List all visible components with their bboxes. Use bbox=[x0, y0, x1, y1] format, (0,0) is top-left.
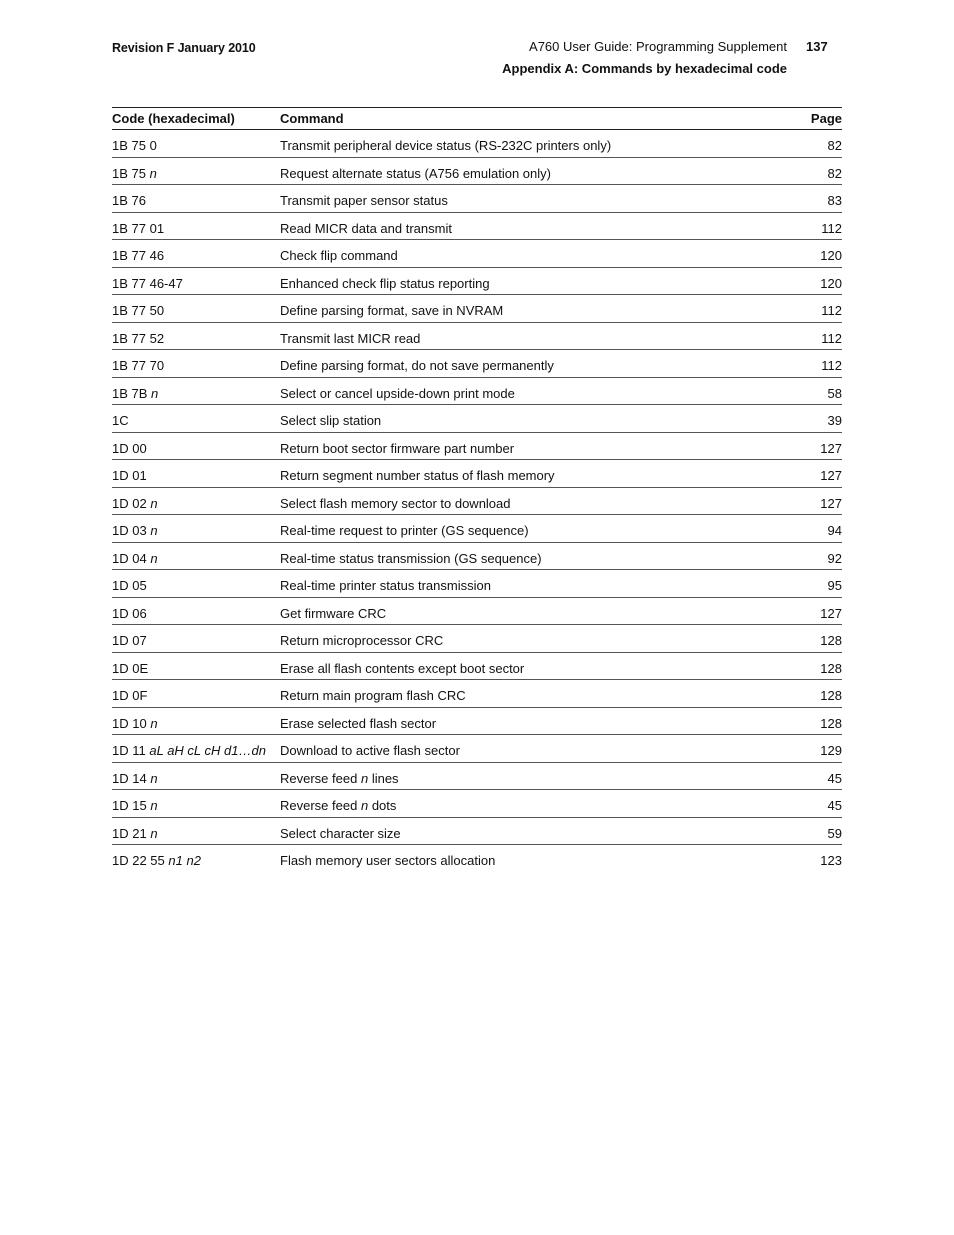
command-cell: Real-time request to printer (GS sequence) bbox=[280, 523, 529, 538]
code-value: 1C bbox=[112, 413, 129, 428]
code-parameter: n bbox=[150, 770, 158, 786]
table-row bbox=[112, 240, 842, 268]
page-cell: 128 bbox=[820, 688, 842, 703]
code-value: 1D 00 bbox=[112, 440, 147, 456]
command-text: Reverse feed bbox=[280, 798, 358, 813]
table-row bbox=[112, 158, 842, 186]
column-header-command: Command bbox=[280, 111, 344, 126]
code-value: 1B 77 52 bbox=[112, 330, 165, 346]
command-cell: Return main program flash CRC bbox=[280, 688, 466, 703]
command-cell: Transmit peripheral device status (RS-232C printers only) bbox=[280, 138, 612, 153]
code-value: 1D 07 bbox=[112, 633, 147, 648]
column-header-page: Page bbox=[810, 111, 842, 126]
page-cell: 120 bbox=[820, 248, 842, 263]
page-cell: 39 bbox=[827, 413, 842, 428]
table-row bbox=[112, 790, 842, 818]
code-value: 1B 75 bbox=[112, 165, 146, 181]
table-row bbox=[112, 488, 842, 516]
command-cell: Request alternate status (A756 emulation only) bbox=[280, 165, 551, 181]
table-row bbox=[112, 213, 842, 241]
code-parameter: n bbox=[150, 523, 158, 538]
table-row bbox=[112, 625, 842, 653]
page-cell: 128 bbox=[820, 633, 842, 648]
code-cell bbox=[112, 358, 164, 373]
code-cell bbox=[112, 633, 147, 648]
command-cell: Select character size bbox=[280, 825, 401, 841]
table-row bbox=[112, 405, 842, 433]
table-row bbox=[112, 295, 842, 323]
command-cell: Transmit last MICR read bbox=[280, 330, 421, 346]
table-row bbox=[112, 460, 842, 488]
table-row bbox=[112, 268, 842, 296]
code-parameter: n1 n2 bbox=[168, 853, 201, 868]
page-cell: 127 bbox=[820, 468, 842, 483]
code-cell bbox=[112, 193, 146, 208]
command-cell: Download to active flash sector bbox=[280, 743, 460, 758]
page-cell: 127 bbox=[820, 605, 842, 621]
command-cell: Erase selected flash sector bbox=[280, 715, 437, 731]
command-cell: Real-time status transmission (GS sequence) bbox=[280, 550, 542, 566]
code-cell bbox=[112, 853, 201, 868]
code-cell bbox=[112, 166, 157, 181]
table-row bbox=[112, 185, 842, 213]
code-cell bbox=[112, 303, 164, 318]
code-value: 1D 14 bbox=[112, 770, 147, 786]
command-cell: Define parsing format, save in NVRAM bbox=[280, 303, 504, 318]
command-cell bbox=[280, 798, 396, 813]
code-value: 1D 0F bbox=[112, 688, 148, 703]
code-cell bbox=[112, 331, 164, 346]
code-cell bbox=[112, 221, 164, 236]
command-cell: Return microprocessor CRC bbox=[280, 633, 444, 648]
page-cell: 45 bbox=[827, 798, 842, 813]
code-parameter: n bbox=[150, 798, 158, 813]
table-row bbox=[112, 570, 842, 598]
code-value: 1D 03 bbox=[112, 523, 147, 538]
table-row bbox=[112, 515, 842, 543]
code-cell bbox=[112, 413, 129, 428]
command-cell: Select slip station bbox=[280, 413, 382, 428]
table-row bbox=[112, 130, 842, 158]
table-body bbox=[112, 130, 842, 872]
page-cell: 128 bbox=[820, 715, 842, 731]
code-value: 1D 06 bbox=[112, 605, 147, 621]
page-cell: 59 bbox=[827, 825, 842, 841]
code-cell bbox=[112, 606, 147, 621]
command-text-suffix: lines bbox=[371, 770, 399, 786]
code-cell bbox=[112, 771, 158, 786]
code-cell bbox=[112, 551, 158, 566]
page-cell: 112 bbox=[821, 220, 842, 236]
page-cell: 112 bbox=[821, 330, 842, 346]
code-value: 1D 04 bbox=[112, 550, 147, 566]
table-header-row bbox=[112, 108, 842, 130]
code-value: 1D 21 bbox=[112, 825, 147, 841]
table-row bbox=[112, 763, 842, 791]
command-cell: Real-time printer status transmission bbox=[280, 578, 491, 593]
code-cell bbox=[112, 743, 266, 758]
code-cell bbox=[112, 523, 158, 538]
code-value: 1D 05 bbox=[112, 578, 147, 593]
table-row bbox=[112, 543, 842, 571]
guide-title: A760 User Guide: Programming Supplement bbox=[529, 39, 787, 54]
command-cell: Check flip command bbox=[280, 248, 398, 263]
page-cell: 123 bbox=[820, 853, 842, 868]
code-cell bbox=[112, 138, 157, 153]
code-value: 1D 15 bbox=[112, 798, 147, 813]
table-row bbox=[112, 708, 842, 736]
column-header-code: Code (hexadecimal) bbox=[112, 111, 235, 126]
command-cell: Erase all flash contents except boot sector bbox=[280, 660, 525, 676]
command-cell: Flash memory user sectors allocation bbox=[280, 853, 496, 868]
section-title: Appendix A: Commands by hexadecimal code bbox=[502, 61, 787, 76]
table-row bbox=[112, 653, 842, 681]
page-cell: 129 bbox=[820, 743, 842, 758]
code-parameter: n bbox=[150, 550, 158, 566]
code-value: 1B 75 0 bbox=[112, 138, 157, 153]
command-cell: Select flash memory sector to download bbox=[280, 495, 511, 511]
code-value: 1D 0E bbox=[112, 660, 149, 676]
code-cell bbox=[112, 826, 158, 841]
code-value: 1B 77 01 bbox=[112, 220, 165, 236]
command-cell: Return segment number status of flash memory bbox=[280, 468, 555, 483]
command-parameter: n bbox=[360, 770, 369, 786]
page-cell: 128 bbox=[820, 660, 842, 676]
table-row bbox=[112, 323, 842, 351]
code-cell bbox=[112, 688, 147, 703]
page-cell: 95 bbox=[827, 578, 842, 593]
code-value: 1D 11 bbox=[112, 743, 146, 758]
command-cell: Return boot sector firmware part number bbox=[280, 440, 515, 456]
page-cell: 92 bbox=[827, 550, 842, 566]
page-cell: 112 bbox=[821, 303, 842, 318]
page-cell: 82 bbox=[827, 165, 842, 181]
code-parameter: n bbox=[150, 825, 158, 841]
page-cell: 120 bbox=[820, 275, 842, 291]
code-parameter: aL aH cL cH d1…dn bbox=[149, 743, 266, 758]
page-number: 137 bbox=[806, 39, 828, 54]
code-parameter: n bbox=[151, 385, 159, 401]
command-cell: Enhanced check flip status reporting bbox=[280, 275, 490, 291]
page-cell: 58 bbox=[827, 385, 842, 401]
table-row bbox=[112, 818, 842, 846]
table-row bbox=[112, 433, 842, 461]
code-cell bbox=[112, 661, 148, 676]
table-row bbox=[112, 735, 842, 763]
page-cell: 127 bbox=[820, 440, 842, 456]
code-value: 1B 77 46 bbox=[112, 248, 165, 263]
code-cell bbox=[112, 496, 158, 511]
command-cell bbox=[280, 771, 399, 786]
code-value: 1B 77 70 bbox=[112, 358, 165, 373]
code-cell bbox=[112, 441, 147, 456]
code-value: 1D 01 bbox=[112, 468, 147, 483]
code-parameter: n bbox=[150, 715, 158, 731]
page-cell: 45 bbox=[827, 770, 842, 786]
code-value: 1B 7B bbox=[112, 385, 148, 401]
page-cell: 127 bbox=[820, 495, 842, 511]
page-cell: 82 bbox=[827, 138, 842, 153]
code-cell bbox=[112, 276, 183, 291]
page-cell: 83 bbox=[827, 193, 842, 208]
command-cell: Select or cancel upside-down print mode bbox=[280, 385, 515, 401]
code-value: 1D 02 bbox=[112, 495, 147, 511]
page-cell: 112 bbox=[821, 358, 842, 373]
code-cell bbox=[112, 386, 158, 401]
code-value: 1B 77 50 bbox=[112, 303, 165, 318]
command-cell: Read MICR data and transmit bbox=[280, 220, 452, 236]
command-text: Reverse feed bbox=[280, 770, 358, 786]
page-cell: 94 bbox=[827, 523, 842, 538]
code-cell bbox=[112, 716, 158, 731]
command-cell: Transmit paper sensor status bbox=[280, 193, 448, 208]
code-parameter: n bbox=[150, 495, 158, 511]
table-row bbox=[112, 680, 842, 708]
code-value: 1B 77 46-47 bbox=[112, 275, 183, 291]
code-cell bbox=[112, 798, 158, 813]
table-row bbox=[112, 598, 842, 626]
code-value: 1B 76 bbox=[112, 193, 146, 208]
table-row bbox=[112, 845, 842, 872]
revision-label: Revision F January 2010 bbox=[112, 41, 256, 55]
table-row bbox=[112, 378, 842, 406]
commands-table bbox=[112, 107, 842, 872]
code-value: 1D 10 bbox=[112, 715, 147, 731]
table-row bbox=[112, 350, 842, 378]
command-cell: Get firmware CRC bbox=[280, 605, 387, 621]
code-cell bbox=[112, 468, 147, 483]
command-text-suffix: dots bbox=[371, 798, 397, 813]
code-value: 1D 22 55 bbox=[112, 853, 165, 868]
command-parameter: n bbox=[360, 798, 369, 813]
code-cell bbox=[112, 578, 147, 593]
code-cell bbox=[112, 248, 164, 263]
command-cell: Define parsing format, do not save permanently bbox=[280, 358, 554, 373]
code-parameter: n bbox=[149, 165, 157, 181]
